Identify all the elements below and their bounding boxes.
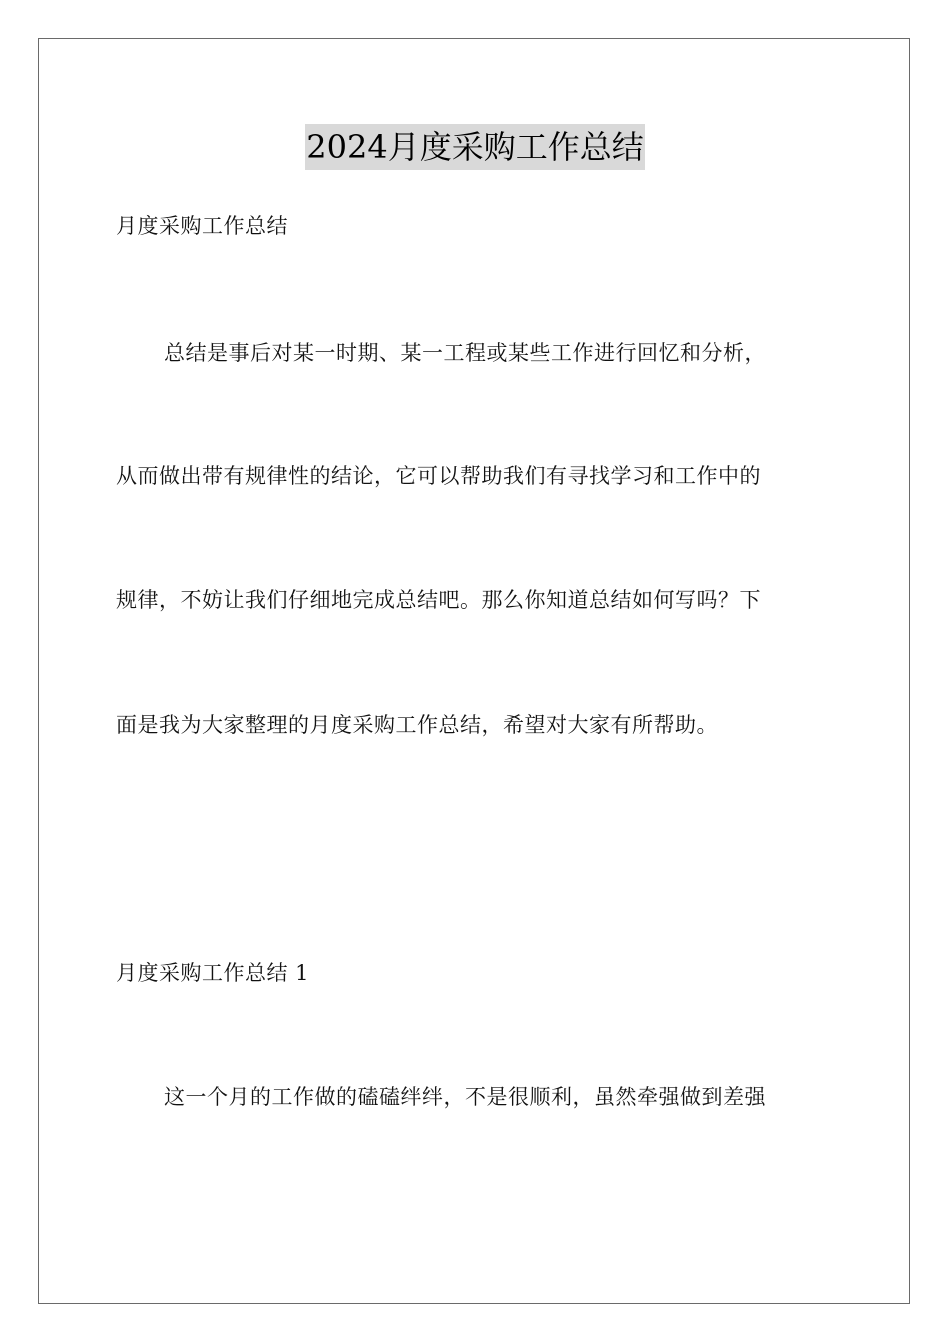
- section-1-heading: 月度采购工作总结 1: [116, 961, 310, 985]
- intro-line-1: 总结是事后对某一时期、某一工程或某些工作进行回忆和分析，: [164, 341, 766, 365]
- section-1-line-1: 这一个月的工作做的磕磕绊绊，不是很顺利，虽然牵强做到差强: [164, 1085, 766, 1109]
- document-title: 2024月度采购工作总结: [305, 124, 644, 170]
- document-subtitle: 月度采购工作总结: [116, 214, 288, 238]
- title-container: [0, 124, 950, 170]
- intro-line-4: 面是我为大家整理的月度采购工作总结，希望对大家有所帮助。: [116, 713, 718, 737]
- intro-line-3: 规律，不妨让我们仔细地完成总结吧。那么你知道总结如何写吗？下: [116, 588, 761, 612]
- intro-line-2: 从而做出带有规律性的结论，它可以帮助我们有寻找学习和工作中的: [116, 464, 761, 488]
